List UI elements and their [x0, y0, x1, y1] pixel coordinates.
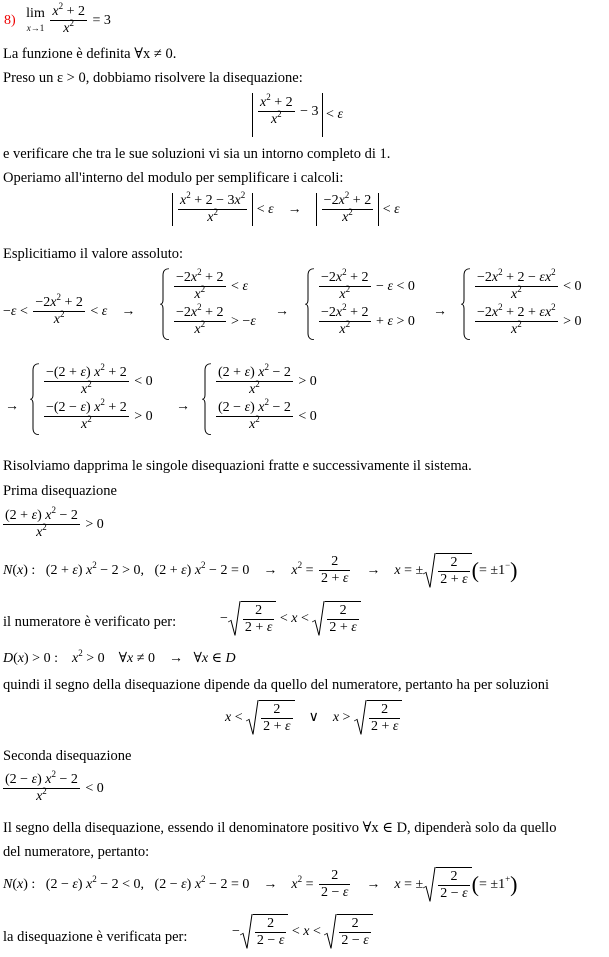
arrow: →	[433, 304, 447, 319]
system-5: $\frac{(2 + \varepsilon) x^2 - 2}{x^2}$ > 0 $\frac{(2 - \varepsilon) x^2 - 2}{x^2}$ < 0	[202, 363, 317, 435]
system-2: $\frac{-2x^2 + 2}{x^2}$ − ε < 0 $\frac{-2x^2 + 2}{x^2}$ + ε > 0	[305, 268, 415, 340]
operate-line: Operiamo all'interno del modulo per semplificare i calcoli:	[3, 170, 344, 186]
first-inequality: $\frac{(2 + \varepsilon) x^2 - 2}{x^2}$ > 0	[5, 505, 104, 541]
denominator-first: D(x) > 0 : $x^2 > 0$ ∀x ≠ 0 → ∀x ∈ D	[3, 648, 236, 666]
second-inequality: $\frac{(2 - \varepsilon) x^2 - 2}{x^2}$ < 0	[5, 769, 104, 805]
sign-sentence-1: Il segno della disequazione, essendo il denominatore positivo ∀x ∈ D, dipenderà solo da quello	[3, 820, 557, 836]
explicit-line: Esplicitiamo il valore assoluto:	[3, 246, 184, 262]
arrow: →	[5, 399, 19, 414]
item-number: 8)	[4, 12, 16, 28]
solve-first-line: Risolviamo dapprima le singole disequazioni fratte e successivamente il sistema.	[3, 458, 472, 474]
double-inequality: −ε < $\frac{-2x^2 + 2}{x^2}$ < ε →	[3, 292, 136, 328]
sign-depends-line: quindi il segno della disequazione dipende da quello del numeratore, pertanto ha per soluzioni	[3, 677, 550, 693]
numerator-second: N(x) : (2 − ε) $x^2 - 2 < 0$, (2 − ε) $x^2 - 2 = 0$ → $x^2$ = $\frac{2}{2 - \varepsilon}$ → x = ± $\frac{2}{2 - \varepsilon}$ (= ±1+)	[3, 868, 518, 902]
arrow: →	[275, 304, 289, 319]
system-4: $\frac{-(2 + \varepsilon) x^2 + 2}{x^2}$ < 0 $\frac{-(2 - \varepsilon) x^2 + 2}{x^2}$ > 0	[30, 363, 153, 435]
system-1: $\frac{-2x^2 + 2}{x^2}$ < ε $\frac{-2x^2 + 2}{x^2}$ > −ε	[160, 268, 256, 340]
ineq-verified-interval: − $\frac{2}{2 - \varepsilon}$ < x < $\frac{2}{2 - \varepsilon}$	[232, 914, 373, 949]
first-ineq-heading: Prima disequazione	[3, 483, 117, 499]
defined-line: La funzione è definita ∀x ≠ 0.	[3, 46, 177, 62]
numerator-first: N(x) : (2 + ε) $x^2 - 2 > 0$, (2 + ε) $x^2 - 2 = 0$ → $x^2$ = $\frac{2}{2 + \varepsilon}$ → x = ± $\frac{2}{2 + \varepsilon}$ (= ±1−)	[3, 554, 518, 588]
abs-inequality: $\frac{x^2 + 2}{x^2}$ − 3 < ε	[252, 93, 343, 137]
arrow: →	[176, 399, 190, 414]
ineq-verified-line: la disequazione è verificata per:	[3, 929, 188, 945]
system-3: $\frac{-2x^2 + 2 - \varepsilon x^2}{x^2}$ < 0 $\frac{-2x^2 + 2 + \varepsilon x^2}{x^2}$ > 0	[461, 268, 582, 340]
num-verified-line: il numeratore è verificato per:	[3, 614, 177, 630]
num-verified-interval: − $\frac{2}{2 + \varepsilon}$ < x < $\frac{2}{2 + \varepsilon}$	[220, 601, 361, 636]
sign-sentence-2: del numeratore, pertanto:	[3, 844, 150, 860]
limit-statement: 8) lim x→1 $\frac{x^2 + 2}{x^2}$ = 3	[4, 1, 111, 37]
second-ineq-heading: Seconda disequazione	[3, 748, 132, 764]
verify-line: e verificare che tra le sue soluzioni vi sia un intorno completo di 1.	[3, 146, 391, 162]
abs-simplify: $\frac{x^2 + 2 - 3x^2}{x^2}$ < ε → $\frac{-2x^2 + 2}{x^2}$ < ε	[172, 193, 400, 226]
take-eps-line: Preso un ε > 0, dobbiamo risolvere la disequazione:	[3, 70, 303, 86]
first-solutions: x < $\frac{2}{2 + \varepsilon}$ ∨ x > $\frac{2}{2 + \varepsilon}$	[225, 700, 402, 735]
